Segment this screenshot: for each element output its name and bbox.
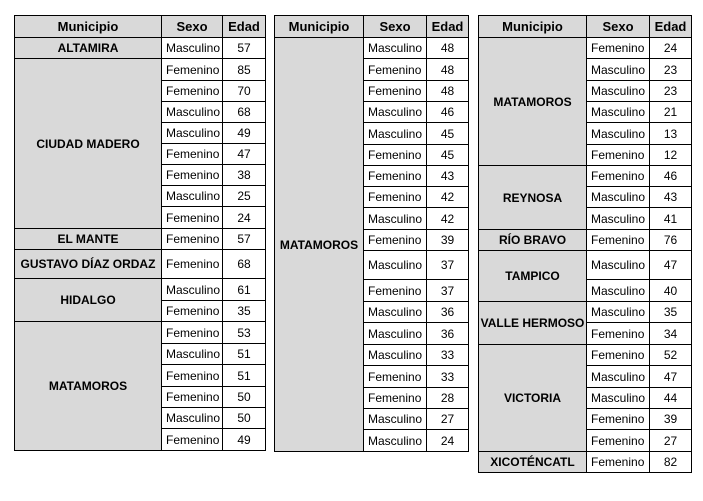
sexo-cell: Masculino (364, 208, 427, 230)
edad-cell: 33 (427, 366, 469, 388)
edad-cell: 35 (223, 301, 266, 322)
edad-cell: 47 (650, 251, 692, 280)
municipio-cell: HIDALGO (15, 279, 162, 322)
sexo-cell: Masculino (364, 123, 427, 145)
sexo-cell: Masculino (587, 388, 650, 409)
edad-cell: 33 (427, 345, 469, 366)
edad-cell: 24 (650, 38, 692, 59)
sexo-cell: Masculino (364, 251, 427, 280)
table-row (479, 251, 692, 280)
edad-cell: 48 (427, 38, 469, 59)
edad-cell: 27 (427, 409, 469, 430)
sexo-cell: Masculino (364, 430, 427, 452)
municipio-cell: REYNOSA (479, 166, 587, 230)
sexo-cell: Masculino (587, 366, 650, 388)
municipio-cell: VICTORIA (479, 345, 587, 452)
sexo-cell: Femenino (162, 144, 223, 165)
sexo-cell: Masculino (587, 59, 650, 81)
edad-cell: 76 (650, 230, 692, 251)
edad-cell: 48 (427, 59, 469, 81)
edad-cell: 36 (427, 323, 469, 345)
edad-cell: 25 (223, 186, 266, 207)
edad-cell: 85 (223, 59, 266, 81)
edad-cell: 12 (650, 145, 692, 166)
edad-cell: 23 (650, 81, 692, 102)
edad-cell: 46 (650, 166, 692, 187)
table-row (15, 279, 266, 301)
sexo-cell: Masculino (587, 251, 650, 280)
municipio-cell: MATAMOROS (479, 38, 587, 166)
edad-cell: 38 (223, 165, 266, 186)
edad-cell: 23 (650, 59, 692, 81)
edad-cell: 36 (427, 302, 469, 323)
municipio-cell: EL MANTE (15, 229, 162, 250)
edad-cell: 24 (223, 207, 266, 229)
sexo-cell: Femenino (162, 59, 223, 81)
edad-cell: 37 (427, 251, 469, 280)
sexo-cell: Femenino (364, 166, 427, 187)
age-table-2 (274, 15, 469, 452)
edad-cell: 21 (650, 102, 692, 123)
sexo-cell: Femenino (162, 365, 223, 387)
edad-cell: 27 (650, 430, 692, 452)
sexo-cell: Masculino (162, 344, 223, 365)
municipio-cell: RÍO BRAVO (479, 230, 587, 251)
sexo-cell: Femenino (364, 280, 427, 302)
edad-cell: 43 (427, 166, 469, 187)
sexo-cell: Masculino (162, 38, 223, 59)
sexo-cell: Masculino (162, 186, 223, 207)
edad-cell: 42 (427, 208, 469, 230)
edad-cell: 57 (223, 38, 266, 59)
sexo-cell: Femenino (364, 366, 427, 388)
table-row (479, 230, 692, 251)
table-row (479, 452, 692, 473)
edad-cell: 61 (223, 279, 266, 301)
sexo-cell: Femenino (364, 187, 427, 208)
sexo-cell: Masculino (364, 302, 427, 323)
sexo-cell: Femenino (162, 207, 223, 229)
header-sexo: Sexo (587, 16, 650, 38)
sexo-cell: Masculino (162, 279, 223, 301)
header-sexo: Sexo (364, 16, 427, 38)
sexo-cell: Masculino (587, 280, 650, 302)
header-municipio: Municipio (275, 16, 364, 38)
header-row (15, 16, 266, 38)
sexo-cell: Femenino (162, 322, 223, 344)
table-row (479, 302, 692, 323)
edad-cell: 42 (427, 187, 469, 208)
table-row (15, 322, 266, 344)
sexo-cell: Femenino (587, 430, 650, 452)
age-table-1 (14, 15, 266, 451)
sexo-cell: Masculino (364, 409, 427, 430)
edad-cell: 34 (650, 323, 692, 345)
table-row (479, 345, 692, 366)
sexo-cell: Masculino (587, 187, 650, 208)
sexo-cell: Femenino (587, 452, 650, 473)
header-sexo: Sexo (162, 16, 223, 38)
municipio-cell: MATAMOROS (275, 38, 364, 452)
sexo-cell: Masculino (587, 302, 650, 323)
edad-cell: 47 (650, 366, 692, 388)
sexo-cell: Masculino (364, 345, 427, 366)
edad-cell: 51 (223, 365, 266, 387)
table-row (15, 38, 266, 59)
table-row (15, 229, 266, 250)
sexo-cell: Femenino (162, 229, 223, 250)
edad-cell: 44 (650, 388, 692, 409)
sexo-cell: Masculino (162, 102, 223, 123)
edad-cell: 40 (650, 280, 692, 302)
edad-cell: 50 (223, 387, 266, 408)
sexo-cell: Femenino (587, 230, 650, 251)
edad-cell: 70 (223, 81, 266, 102)
sexo-cell: Masculino (587, 208, 650, 230)
edad-cell: 24 (427, 430, 469, 452)
municipio-cell: XICOTÉNCATL (479, 452, 587, 473)
sexo-cell: Femenino (364, 145, 427, 166)
sexo-cell: Femenino (587, 323, 650, 345)
sexo-cell: Femenino (162, 301, 223, 322)
municipio-cell: ALTAMIRA (15, 38, 162, 59)
edad-cell: 50 (223, 408, 266, 429)
sexo-cell: Femenino (364, 81, 427, 102)
edad-cell: 35 (650, 302, 692, 323)
edad-cell: 28 (427, 388, 469, 409)
municipio-cell: VALLE HERMOSO (479, 302, 587, 345)
header-edad: Edad (427, 16, 469, 38)
sexo-cell: Femenino (587, 166, 650, 187)
sexo-cell: Masculino (364, 102, 427, 123)
header-municipio: Municipio (15, 16, 162, 38)
edad-cell: 82 (650, 452, 692, 473)
sexo-cell: Femenino (587, 409, 650, 430)
edad-cell: 39 (650, 409, 692, 430)
edad-cell: 51 (223, 344, 266, 365)
table-row (15, 250, 266, 279)
table-row (479, 38, 692, 59)
header-row (275, 16, 469, 38)
edad-cell: 46 (427, 102, 469, 123)
edad-cell: 39 (427, 230, 469, 251)
edad-cell: 49 (223, 429, 266, 451)
sexo-cell: Femenino (162, 429, 223, 451)
edad-cell: 45 (427, 123, 469, 145)
edad-cell: 52 (650, 345, 692, 366)
table-row (479, 166, 692, 187)
sexo-cell: Femenino (162, 165, 223, 186)
municipio-cell: MATAMOROS (15, 322, 162, 451)
edad-cell: 57 (223, 229, 266, 250)
sexo-cell: Femenino (364, 59, 427, 81)
municipio-cell: GUSTAVO DÍAZ ORDAZ (15, 250, 162, 279)
sexo-cell: Femenino (587, 38, 650, 59)
sexo-cell: Femenino (162, 81, 223, 102)
edad-cell: 48 (427, 81, 469, 102)
edad-cell: 37 (427, 280, 469, 302)
sexo-cell: Masculino (587, 102, 650, 123)
header-municipio: Municipio (479, 16, 587, 38)
edad-cell: 47 (223, 144, 266, 165)
table-row (15, 59, 266, 81)
sexo-cell: Masculino (162, 408, 223, 429)
sexo-cell: Femenino (364, 388, 427, 409)
header-edad: Edad (223, 16, 266, 38)
edad-cell: 68 (223, 250, 266, 279)
sexo-cell: Masculino (587, 123, 650, 145)
sexo-cell: Masculino (162, 123, 223, 144)
edad-cell: 45 (427, 145, 469, 166)
edad-cell: 41 (650, 208, 692, 230)
municipio-cell: CIUDAD MADERO (15, 59, 162, 229)
header-row (479, 16, 692, 38)
sexo-cell: Masculino (364, 323, 427, 345)
edad-cell: 53 (223, 322, 266, 344)
sexo-cell: Femenino (162, 387, 223, 408)
age-table-3 (478, 15, 692, 473)
edad-cell: 43 (650, 187, 692, 208)
header-edad: Edad (650, 16, 692, 38)
sexo-cell: Femenino (587, 145, 650, 166)
edad-cell: 49 (223, 123, 266, 144)
sexo-cell: Femenino (587, 345, 650, 366)
edad-cell: 13 (650, 123, 692, 145)
sexo-cell: Masculino (364, 38, 427, 59)
table-row (275, 38, 469, 59)
sexo-cell: Femenino (364, 230, 427, 251)
sexo-cell: Femenino (162, 250, 223, 279)
municipio-cell: TAMPICO (479, 251, 587, 302)
sexo-cell: Masculino (587, 81, 650, 102)
edad-cell: 68 (223, 102, 266, 123)
